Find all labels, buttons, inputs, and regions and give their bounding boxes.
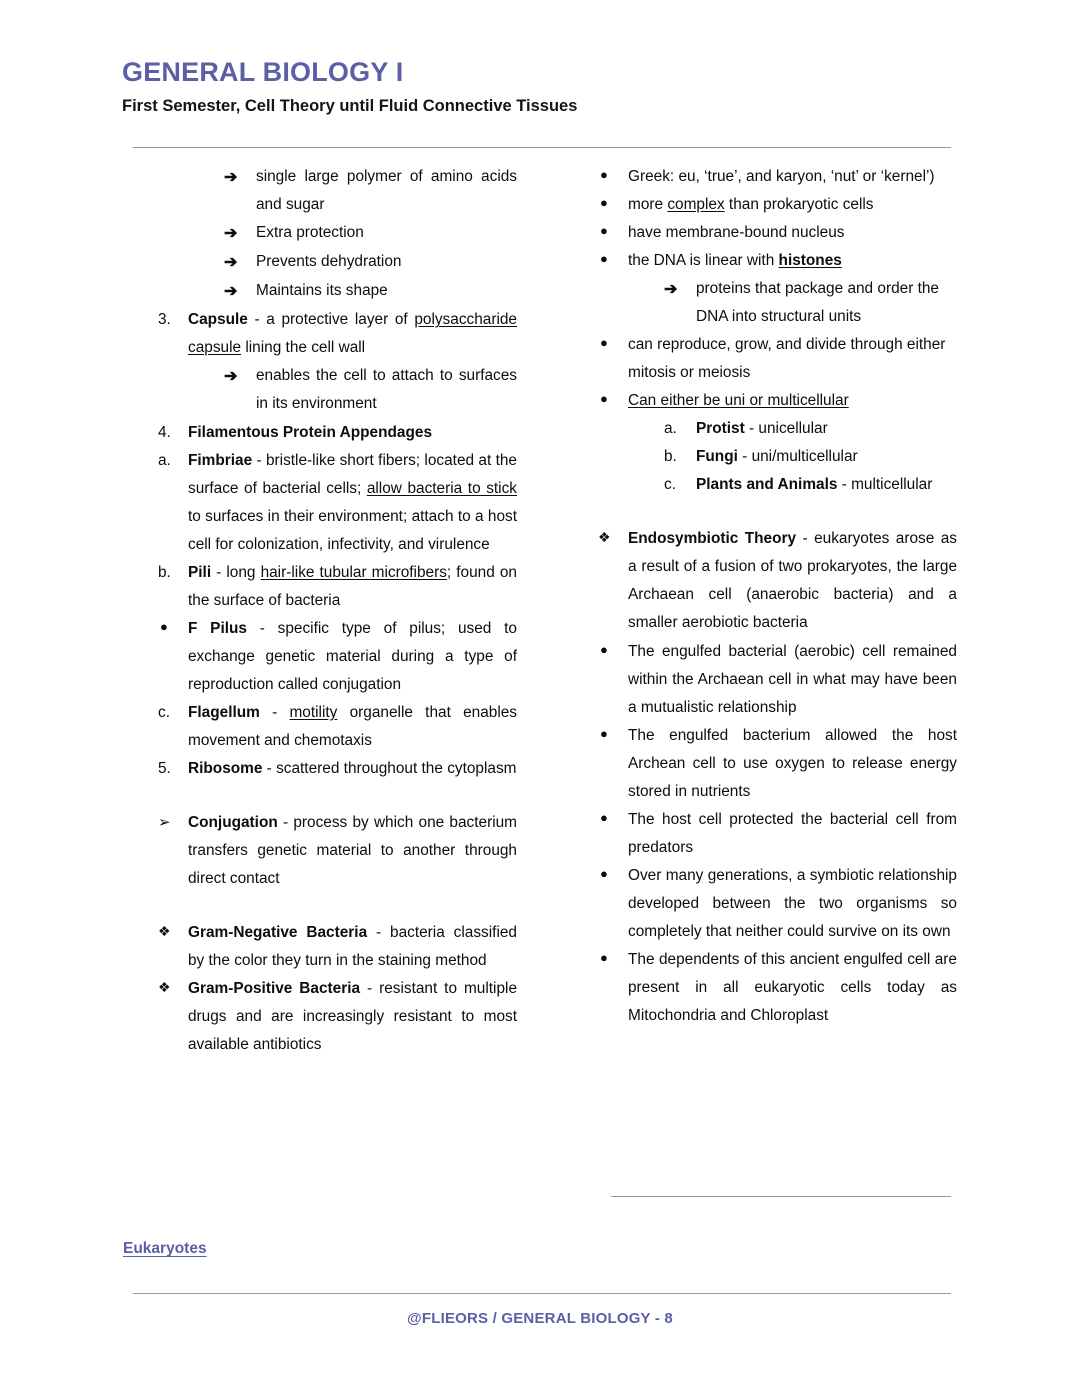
dot-bullet-icon: ● [600,865,608,881]
dot-bullet-icon: ● [600,641,608,657]
list-item [160,615,517,699]
dot-bullet-icon: ● [160,618,168,634]
diamond-bullet-icon: ❖ [158,923,171,940]
dot-bullet-icon: ● [600,391,608,407]
list-item [158,755,517,783]
right-column [592,163,957,1030]
list-item [600,946,957,1030]
list-item [158,809,517,893]
list-item-text: Conjugation - process by which one bacterium transfers genetic material to another through direct contact [188,813,517,887]
list-item [600,219,957,247]
list-item-text: Endosymbiotic Theory - eukaryotes arose as a result of a fusion of two prokaryotes, the large Archaean cell (anaerobic bacteria) and a smaller aerobiotic bacteria [628,530,957,632]
list-item [600,722,957,806]
list-item [600,191,957,219]
list-item-text: have membrane-bound nucleus [628,224,845,242]
dot-bullet-icon: ● [600,251,608,267]
list-item-text: proteins that package and order the DNA into structural units [696,280,939,326]
list-item-text: The engulfed bacterium allowed the host Archean cell to use oxygen to release energy stored in nutrients [628,726,957,800]
page-title: GENERAL BIOLOGY I [122,57,404,87]
list-item-text: Gram-Positive Bacteria - resistant to multiple drugs and are increasingly resistant to most available antibiotics [188,980,517,1054]
page-subtitle: First Semester, Cell Theory until Fluid Connective Tissues [122,96,578,115]
list-item [224,362,517,418]
list-item-text: Fungi - uni/multicellular [696,448,858,466]
list-item-text: the DNA is linear with histones [628,252,842,270]
list-item [664,415,957,443]
list-marker: c. [158,703,170,721]
list-marker: 5. [158,759,171,777]
list-item-text: The host cell protected the bacterial cell from predators [628,810,957,856]
list-item-text: Over many generations, a symbiotic relationship developed between the two organisms so completely that neither could survive on its own [628,866,957,940]
section-heading: Eukaryotes [123,1240,207,1257]
arrow-bullet-icon: ➔ [224,368,238,386]
list-item-text: enables the cell to attach to surfaces in its environment [256,367,517,413]
dot-bullet-icon: ● [600,335,608,351]
list-item-text: Protist - unicellular [696,420,828,438]
underlined-text: Can either be uni or multicellular [628,392,849,410]
diamond-bullet-icon: ❖ [598,529,611,546]
list-item [600,806,957,862]
list-item [158,447,517,559]
list-item-text: The dependents of this ancient engulfed cell are present in all eukaryotic cells today as Mitochondria and Chloroplast [628,950,957,1024]
list-marker: a. [158,451,171,469]
list-item-text: Fimbriae - bristle-like short fibers; located at the surface of bacterial cells; allow bacteria to stick to surfaces in their environment; attach to a host cell for colonization, infectivity, and virulence [188,451,517,553]
list-item-text: Maintains its shape [256,282,388,300]
list-item [224,277,517,306]
list-item-text [188,419,517,447]
list-item [224,248,517,277]
dot-bullet-icon: ● [600,809,608,825]
list-item [158,559,517,615]
list-item [158,419,517,447]
list-item-text: F Pilus - specific type of pilus; used to exchange genetic material during a type of reproduction called conjugation [188,619,517,693]
list-item [158,306,517,362]
dot-bullet-icon: ● [600,725,608,741]
list-item [600,247,957,275]
list-item [664,275,957,331]
list-marker: 4. [158,423,171,441]
arrowhead-bullet-icon: ➢ [158,813,171,831]
list-item-text: Gram-Negative Bacteria - bacteria classified by the color they turn in the staining method [188,924,517,970]
list-item [224,163,517,219]
list-item-text: Pili - long hair-like tubular microfibers; found on the surface of bacteria [188,563,517,609]
list-marker: 3. [158,311,171,329]
diamond-bullet-icon: ❖ [158,979,171,996]
list-item [600,862,957,946]
arrow-bullet-icon: ➔ [224,254,238,272]
list-item [600,331,957,387]
list-item-term: Filamentous Protein Appendages [188,423,433,441]
arrow-bullet-icon: ➔ [664,281,678,299]
list-item [158,975,517,1059]
list-item-text: Capsule - a protective layer of polysaccharide capsule lining the cell wall [188,311,517,357]
list-item [600,387,957,415]
list-item-text: Flagellum - motility organelle that enables movement and chemotaxis [188,703,517,749]
footer-text: @FLIEORS / GENERAL BIOLOGY - 8 [407,1310,673,1327]
list-item-text: single large polymer of amino acids and sugar [256,168,517,214]
list-item [600,638,957,722]
footer-divider [133,1293,951,1294]
list-item [224,219,517,248]
list-item-text [628,387,957,415]
list-marker: a. [664,420,677,438]
right-column-divider [611,1196,951,1197]
list-item-text: Prevents dehydration [256,253,402,271]
document-header [122,57,962,117]
dot-bullet-icon: ● [600,949,608,965]
header-divider [133,147,951,148]
arrow-bullet-icon: ➔ [224,283,238,301]
list-marker: b. [158,563,171,581]
list-item-text: more complex than prokaryotic cells [628,196,874,214]
list-item [664,471,957,499]
dot-bullet-icon: ● [600,167,608,182]
spacer [592,499,957,525]
list-item [598,525,957,637]
spacer [152,893,517,919]
list-item-text: Greek: eu, ‘true’, and karyon, ‘nut’ or ‘kernel’) [628,168,935,185]
dot-bullet-icon: ● [600,223,608,239]
left-column [152,163,517,1059]
list-item [664,443,957,471]
list-item-text: Ribosome - scattered throughout the cytoplasm [188,759,517,777]
spacer [152,783,517,809]
list-item-text: The engulfed bacterial (aerobic) cell remained within the Archaean cell in what may have been a mutualistic relationship [628,642,957,716]
list-item [158,919,517,975]
list-marker: c. [664,476,676,494]
list-item [158,699,517,755]
arrow-bullet-icon: ➔ [224,169,238,186]
arrow-bullet-icon: ➔ [224,225,238,243]
dot-bullet-icon: ● [600,195,608,211]
list-item-text: Extra protection [256,224,364,242]
list-item [600,163,957,191]
list-marker: b. [664,448,677,466]
list-item-text: Plants and Animals - multicellular [696,476,933,494]
list-item-text: can reproduce, grow, and divide through either mitosis or meiosis [628,336,946,382]
